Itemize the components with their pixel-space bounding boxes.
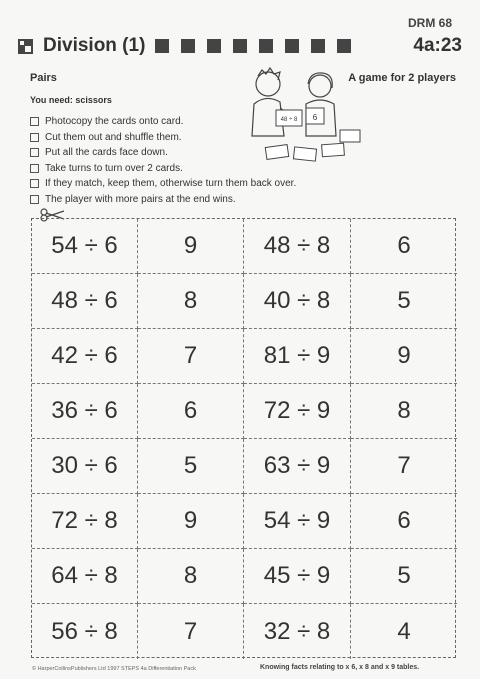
copyright: © HarperCollinsPublishers Ltd 1997 STEPS 4a Differentiation Pack bbox=[32, 666, 196, 672]
division-card[interactable]: 72 ÷ 9 bbox=[244, 384, 351, 439]
division-card[interactable]: 36 ÷ 6 bbox=[32, 384, 138, 439]
checkbox-icon bbox=[30, 195, 39, 204]
square-icon bbox=[181, 39, 195, 53]
division-card[interactable]: 45 ÷ 9 bbox=[244, 549, 351, 604]
answer-card[interactable]: 4 bbox=[397, 617, 411, 645]
checkbox-icon bbox=[30, 133, 39, 142]
sheet-code: DRM 68 bbox=[407, 16, 452, 30]
answer-card[interactable]: 6 bbox=[138, 384, 244, 439]
instruction-item: Take turns to turn over 2 cards. bbox=[30, 161, 296, 177]
answer-card[interactable]: 8 bbox=[138, 549, 244, 604]
card-grid bbox=[31, 218, 456, 658]
division-card[interactable]: 32 ÷ 8 bbox=[244, 604, 351, 659]
division-card[interactable]: 63 ÷ 9 bbox=[244, 439, 351, 494]
square-icon bbox=[285, 39, 299, 53]
square-icon bbox=[311, 39, 325, 53]
answer-card[interactable]: 5 bbox=[351, 274, 457, 329]
unit-code: 4a:23 bbox=[413, 35, 462, 56]
title-bar bbox=[18, 33, 462, 59]
square-icon bbox=[207, 39, 221, 53]
decorative-squares bbox=[155, 39, 351, 53]
answer-card[interactable]: 6 bbox=[351, 219, 457, 274]
children-playing-illustration bbox=[236, 64, 366, 164]
division-card[interactable]: 48 ÷ 8 bbox=[244, 219, 351, 274]
instruction-item: The player with more pairs at the end wins. bbox=[30, 192, 296, 208]
illustration-card-text: 48 ÷ 8 bbox=[280, 117, 298, 123]
answer-card[interactable]: 8 bbox=[351, 384, 457, 439]
activity-title: Pairs bbox=[30, 72, 57, 84]
checkbox-icon bbox=[30, 164, 39, 173]
answer-card[interactable]: 5 bbox=[351, 549, 457, 604]
division-card[interactable]: 30 ÷ 6 bbox=[32, 439, 138, 494]
illustration-card-text: 6 bbox=[312, 113, 318, 122]
page-title: Division (1) bbox=[43, 35, 146, 56]
instruction-item: Photocopy the cards onto card. bbox=[30, 114, 296, 130]
division-card[interactable]: 56 ÷ 8 bbox=[32, 604, 138, 659]
answer-card[interactable]: 9 bbox=[138, 494, 244, 549]
answer-card[interactable]: 7 bbox=[351, 439, 457, 494]
division-card[interactable]: 48 ÷ 6 bbox=[32, 274, 138, 329]
instruction-item: Put all the cards face down. bbox=[30, 145, 296, 161]
division-card[interactable]: 64 ÷ 8 bbox=[32, 549, 138, 604]
division-card[interactable]: 72 ÷ 8 bbox=[32, 494, 138, 549]
answer-card[interactable]: 9 bbox=[351, 329, 457, 384]
division-card[interactable]: 54 ÷ 6 bbox=[32, 219, 138, 274]
checkbox-icon bbox=[30, 117, 39, 126]
answer-card[interactable]: 6 bbox=[351, 494, 457, 549]
square-icon bbox=[337, 39, 351, 53]
materials-needed: You need: scissors bbox=[30, 95, 112, 105]
answer-card[interactable]: 8 bbox=[138, 274, 244, 329]
answer-card[interactable]: 5 bbox=[138, 439, 244, 494]
checkbox-icon bbox=[30, 179, 39, 188]
division-card[interactable]: 42 ÷ 6 bbox=[32, 329, 138, 384]
square-icon bbox=[155, 39, 169, 53]
answer-card[interactable]: 9 bbox=[138, 219, 244, 274]
book-icon bbox=[18, 39, 33, 54]
instruction-item: If they match, keep them, otherwise turn them back over. bbox=[30, 176, 296, 192]
checkbox-icon bbox=[30, 148, 39, 157]
square-icon bbox=[259, 39, 273, 53]
answer-card[interactable]: 7 bbox=[138, 604, 244, 659]
division-card[interactable]: 81 ÷ 9 bbox=[244, 329, 351, 384]
objective-note: Knowing facts relating to x 6, x 8 and x 9 tables. bbox=[260, 664, 420, 671]
division-card[interactable]: 40 ÷ 8 bbox=[244, 274, 351, 329]
division-card[interactable]: 54 ÷ 9 bbox=[244, 494, 351, 549]
instruction-item: Cut them out and shuffle them. bbox=[30, 130, 296, 146]
square-icon bbox=[233, 39, 247, 53]
player-count: A game for 2 players bbox=[348, 72, 456, 84]
answer-card[interactable]: 7 bbox=[138, 329, 244, 384]
